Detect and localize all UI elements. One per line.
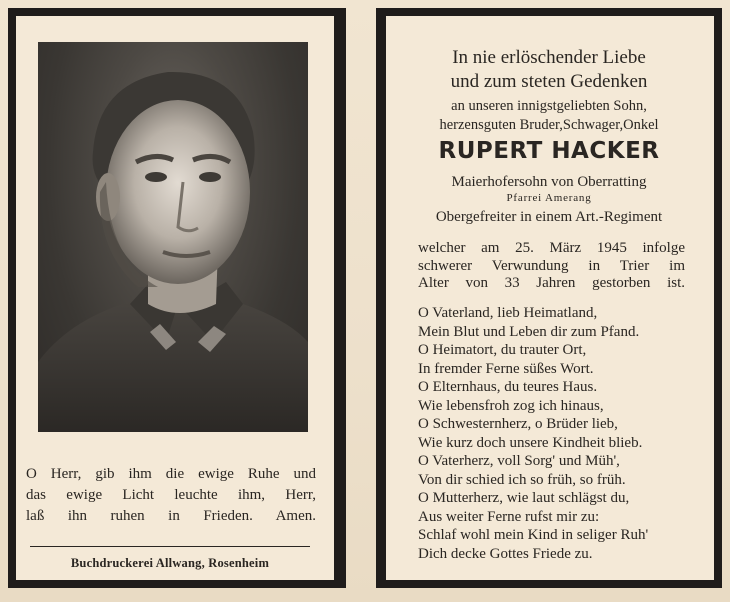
poem-line: O Mutterherz, wie laut schlägst du, bbox=[418, 490, 630, 506]
death-line: schwerer Verwundung in Trier im bbox=[418, 257, 685, 274]
poem-line: O Vaterherz, voll Sorg' und Müh', bbox=[418, 453, 620, 469]
origin-line: Maierhofersohn von Oberratting bbox=[451, 174, 647, 190]
poem-line: O Heimatort, du trauter Ort, bbox=[418, 342, 587, 358]
heading-line-1: In nie erlöschender Liebe bbox=[452, 47, 646, 68]
parish-line: Pfarrei Amerang bbox=[506, 192, 592, 204]
rank-line: Obergefreiter in einem Art.-Regiment bbox=[435, 209, 663, 225]
heading-line-3: an unseren innigstgeliebten Sohn, bbox=[451, 98, 647, 114]
memorial-poem bbox=[418, 304, 698, 563]
divider-line bbox=[30, 546, 310, 547]
poem-line: Mein Blut und Leben dir zum Pfand. bbox=[418, 323, 640, 340]
deceased-name: RUPERT HACKER bbox=[438, 138, 660, 164]
poem-line: Von dir schied ich so früh, so früh. bbox=[418, 471, 626, 488]
prayer-line: laß ihn ruhen in Frieden. Amen. bbox=[26, 508, 316, 524]
poem-line: Schlaf wohl mein Kind in seliger Ruh' bbox=[418, 527, 649, 543]
poem-line: O Vaterland, lieb Heimatland, bbox=[418, 305, 598, 321]
heading-line-4: herzensguten Bruder,Schwager,Onkel bbox=[439, 117, 659, 133]
poem-line: Aus weiter Ferne rufst mir zu: bbox=[418, 508, 600, 525]
poem-line: In fremder Ferne süßes Wort. bbox=[418, 360, 594, 377]
poem-line: Wie kurz doch unsere Kindheit blieb. bbox=[418, 434, 643, 451]
poem-line: Dich decke Gottes Friede zu. bbox=[418, 545, 593, 562]
poem-line: O Schwesternherz, o Brüder lieb, bbox=[418, 416, 618, 432]
heading-line-2: und zum steten Gedenken bbox=[450, 71, 648, 92]
death-line: Alter von 33 Jahren gestorben ist. bbox=[418, 275, 685, 291]
prayer-line: das ewige Licht leuchte ihm, Herr, bbox=[26, 487, 316, 503]
prayer-line: O Herr, gib ihm die ewige Ruhe und bbox=[26, 466, 316, 482]
portrait-drawing bbox=[38, 42, 308, 432]
printer-imprint: Buchdruckerei Allwang, Rosenheim bbox=[70, 556, 270, 570]
poem-line: O Elternhaus, du teures Haus. bbox=[418, 379, 598, 395]
portrait-photo bbox=[38, 42, 308, 432]
poem-line: Wie lebensfroh zog ich hinaus, bbox=[418, 397, 604, 414]
death-line: welcher am 25. März 1945 infolge bbox=[418, 240, 685, 256]
death-notice bbox=[418, 240, 685, 293]
prayer-text bbox=[26, 464, 316, 527]
